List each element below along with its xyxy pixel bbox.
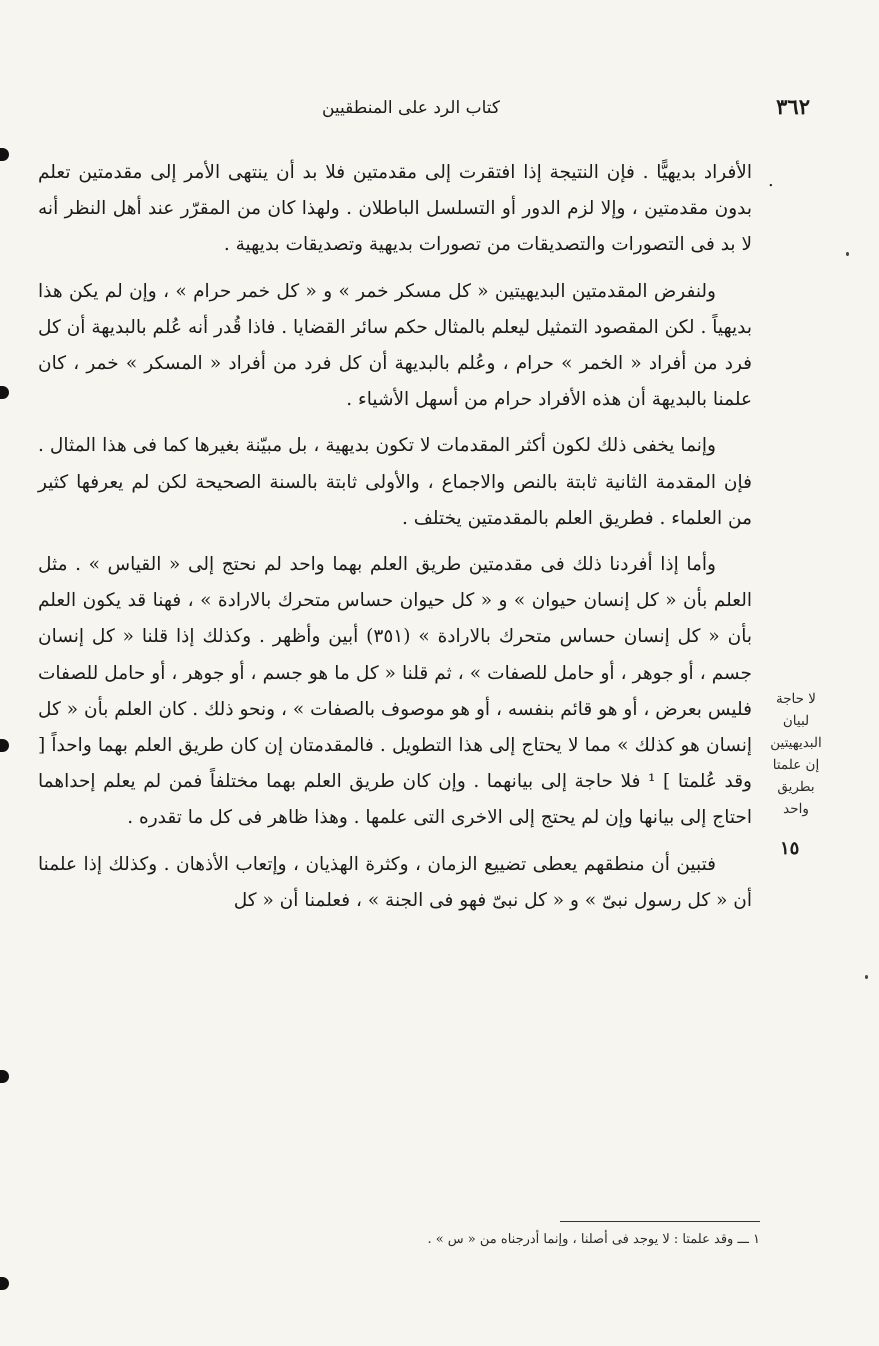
- paragraph-2: ولنفرض المقدمتين البديهيتين « كل مسكر خمر » و « كل خمر حرام » ، وإن لم يكن هذا بديهياً . لكن المقصود التمثيل ليعلم بالمثال حكم سائر القضايا . فاذا قُدر أنه عُلم بالبديهة أن كل فرد من أفراد « الخمر » حرام ، وعُلم بالبديهة أن كل فرد من أفراد « المسكر » خمر ، كان علمنا بالبديهة أن هذه الأفراد حرام من أسهل الأشياء .: [38, 280, 752, 411]
- page-number: ٣٦٢: [776, 94, 810, 119]
- binding-mark: [0, 386, 9, 399]
- body-text: [38, 155, 752, 929]
- margin-dot: .: [768, 170, 774, 191]
- binding-mark: [0, 148, 9, 161]
- paragraph-3: وإنما يخفى ذلك لكون أكثر المقدمات لا تكون بديهية ، بل مبيّنة بغيرها كما فى هذا المثال . فإن المقدمة الثانية ثابتة بالنص والاجماع ، والأولى ثابتة بالسنة الصحيحة لكن لم يعرفها كثير من العلماء . فطريق العلم بالمقدمتين يختلف .: [38, 435, 752, 529]
- binding-mark: [0, 1277, 9, 1290]
- line-number: ١٥: [780, 838, 800, 859]
- paper-speck: [865, 975, 868, 979]
- paragraph-5: فتبين أن منطقهم يعطى تضييع الزمان ، وكثرة الهذيان ، وإتعاب الأذهان . وكذلك إذا علمنا أن « كل رسول نبىّ » و « كل نبىّ فهو فى الجنة » ، فعلمنا أن « كل: [38, 853, 752, 911]
- paragraph-1: الأفراد بديهيًّا . فإن النتيجة إذا افتقرت إلى مقدمتين فلا بد أن ينتهى الأمر إلى مقدمتين تعلم بدون مقدمتين ، وإلا لزم الدور أو التسلسل الباطلان . ولهذا كان من المقرّر عند أهل النظر أنه لا بد فى التصورات والتصديقات من تصورات بديهية وتصديقات بديهية .: [38, 162, 752, 256]
- paragraph-4: وأما إذا أفردنا ذلك فى مقدمتين طريق العلم بهما واحد لم نحتج إلى « القياس » . مثل العلم بأن « كل إنسان حيوان » و « كل حيوان حساس متحرك بالارادة » ، فهنا قد يكون العلم بأن « كل إنسان حساس متحرك بالارادة » (٣٥١) أبين وأظهر . وكذلك إذا قلنا « كل إنسان جسم ، أو جوهر ، أو حامل للصفات » ، ثم قلنا « كل ما هو جسم ، أو جوهر ، أو حامل للصفات فليس بعرض ، أو هو قائم بنفسه ، أو هو موصوف بالصفات » ، ونحو ذلك . كان العلم بأن « كل إنسان هو كذلك » مما لا يحتاج إلى هذا التطويل . فالمقدمتان إن كان طريق العلم بهما واحداً [ وقد عُلمتا ] ¹ فلا حاجة إلى بيانهما . وإن كان طريق العلم بهما مختلفاً فمن لم يعلم إحداهما احتاج إلى بيانها وإن لم يحتج إلى الاخرى التى علمها . وهذا ظاهر فى كل ما تقدره .: [38, 554, 752, 829]
- page-header: [40, 94, 810, 128]
- paper-speck: [846, 252, 849, 256]
- running-title: كتاب الرد على المنطقيين: [321, 98, 500, 118]
- footnote: ١ ـــ وقد علمتا : لا يوجد فى أصلنا ، وإنما أدرجناه من « س » .: [427, 1232, 760, 1247]
- footnote-divider: [560, 1221, 760, 1222]
- binding-mark: [0, 1070, 9, 1083]
- binding-mark: [0, 739, 9, 752]
- margin-note: لا حاجة لبيان البديهيتين إن علمتا بطريق واحد: [770, 691, 822, 817]
